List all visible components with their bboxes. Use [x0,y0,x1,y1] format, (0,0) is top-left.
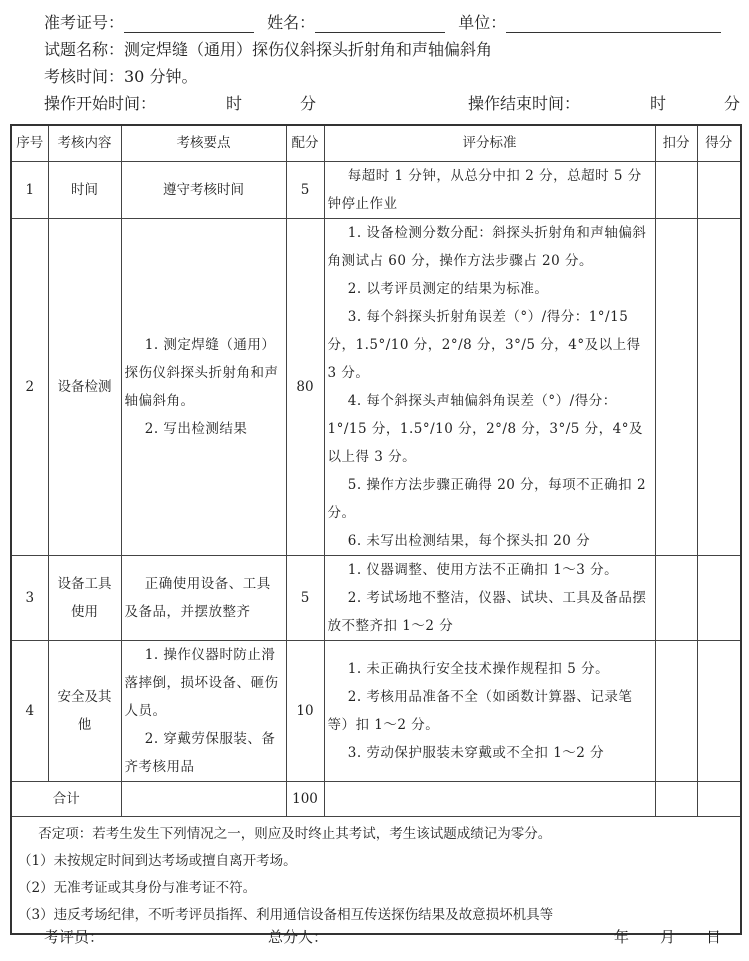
criterion: 6. 未写出检测结果，每个探头扣 20 分 [347,532,591,549]
end-minute-label: 分 [724,94,741,113]
start-time-label: 操作开始时间： [44,94,157,113]
criterion: 4. 每个斜探头声轴偏斜角误差（°）/得分：1°/15 分，1.5°/10 分，2°/8 分，3°/5 分，4°及以上得 3 分。 [327,392,643,465]
row-score: 10 [286,640,324,781]
criterion: 5. 操作方法步骤正确得 20 分，每项不正确扣 2 分。 [327,476,647,521]
row-no: 4 [11,640,48,781]
row-points: 正确使用设备、工具及备品，并摆放整齐 [121,555,286,640]
row-content: 时间 [48,161,121,218]
row-no: 3 [11,555,48,640]
col-header: 考核要点 [121,125,286,161]
unit-field[interactable] [506,16,721,33]
row-criteria: 每超时 1 分钟，从总分中扣 2 分，总超时 5 分钟停止作业 [324,161,655,218]
deduct-cell[interactable] [655,781,697,816]
col-header: 评分标准 [324,125,655,161]
exam-no-field[interactable] [124,16,254,33]
criterion: 3. 每个斜探头折射角误差（°）/得分：1°/15 分，1.5°/10 分，2°/8 分，3°/5 分，4°及以上得 3 分。 [327,308,641,381]
criterion: 1. 设备检测分数分配：斜探头折射角和声轴偏斜角测试占 60 分，操作方法步骤占 20 分。 [327,224,647,269]
row-points: 遵守考核时间 [121,161,286,218]
score-cell[interactable] [697,781,741,816]
col-header: 考核内容 [48,125,121,161]
row-content: 设备工具使用 [48,555,121,640]
start-minute-label: 分 [300,94,317,113]
operation-time-line [44,91,744,114]
unit-label: 单位： [458,13,507,32]
row-point: 1. 测定焊缝（通用）探伤仪斜探头折射角和声轴偏斜角。 [124,336,279,409]
veto-note: 否定项：若考生发生下列情况之一，则应及时终止其考试，考生该试题成绩记为零分。 [38,825,552,842]
veto-item: （3）违反考场纪律，不听考评员指挥、利用通信设备相互传送探伤结果及故意损坏机具等 [18,906,554,923]
deduct-cell[interactable] [655,161,697,218]
month-label: 月 [660,928,676,946]
total-label: 合计 [11,781,121,816]
table-row [11,555,741,640]
deduct-cell[interactable] [655,555,697,640]
score-cell[interactable] [697,555,741,640]
table-row [11,218,741,555]
table-row [11,640,741,781]
table-row [11,161,741,218]
row-no: 2 [11,218,48,555]
row-score: 80 [286,218,324,555]
exam-no-label: 准考证号： [44,13,125,32]
criterion: 1. 未正确执行安全技术操作规程扣 5 分。 [347,660,610,677]
criterion: 2. 以考评员测定的结果为标准。 [347,280,549,297]
criterion: 2. 考核用品准备不全（如函数计算器、记录笔等）扣 1～2 分。 [327,688,633,733]
row-content: 设备检测 [48,218,121,555]
candidate-info-line [44,10,721,33]
row-content: 安全及其他 [48,640,121,781]
name-label: 姓名： [267,13,316,32]
name-field[interactable] [315,16,445,33]
row-score: 5 [286,555,324,640]
score-cell[interactable] [697,161,741,218]
deduct-cell[interactable] [655,218,697,555]
row-point: 1. 操作仪器时防止滑落摔倒，损坏设备、砸伤人员。 [124,646,279,719]
deduct-cell[interactable] [655,640,697,781]
test-title: 试题名称：测定焊缝（通用）探伤仪斜探头折射角和声轴偏斜角 [44,40,493,59]
row-criteria [324,555,655,640]
col-header: 序号 [11,125,48,161]
score-cell[interactable] [697,640,741,781]
end-hour-label: 时 [650,94,667,113]
row-point: 2. 穿戴劳保服装、备齐考核用品 [124,730,276,775]
row-criteria [324,640,655,781]
table-header [11,125,741,161]
end-time-label: 操作结束时间： [468,94,581,113]
exam-duration: 考核时间：30 分钟。 [44,67,198,86]
veto-item: （1）未按规定时间到达考场或擅自离开考场。 [18,852,297,869]
score-cell[interactable] [697,218,741,555]
notes-row [11,816,741,934]
col-header: 扣分 [655,125,697,161]
start-hour-label: 时 [226,94,243,113]
row-score: 5 [286,161,324,218]
criterion: 1. 仪器调整、使用方法不正确扣 1～3 分。 [347,561,619,578]
veto-item: （2）无准考证或其身份与准考证不符。 [18,879,257,896]
scoring-table [10,124,742,935]
examiner-label: 考评员： [44,928,105,946]
total-row [11,781,741,816]
col-header: 得分 [697,125,741,161]
row-no: 1 [11,161,48,218]
criterion: 2. 考试场地不整洁，仪器、试块、工具及备品摆放不整齐扣 1～2 分 [327,589,647,634]
criterion: 3. 劳动保护服装未穿戴或不全扣 1～2 分 [347,744,605,761]
total-score: 100 [286,781,324,816]
day-label: 日 [706,928,722,946]
scorer-label: 总分人： [268,928,329,946]
row-point: 2. 写出检测结果 [144,420,248,437]
year-label: 年 [614,928,630,946]
col-header: 配分 [286,125,324,161]
row-criteria [324,218,655,555]
